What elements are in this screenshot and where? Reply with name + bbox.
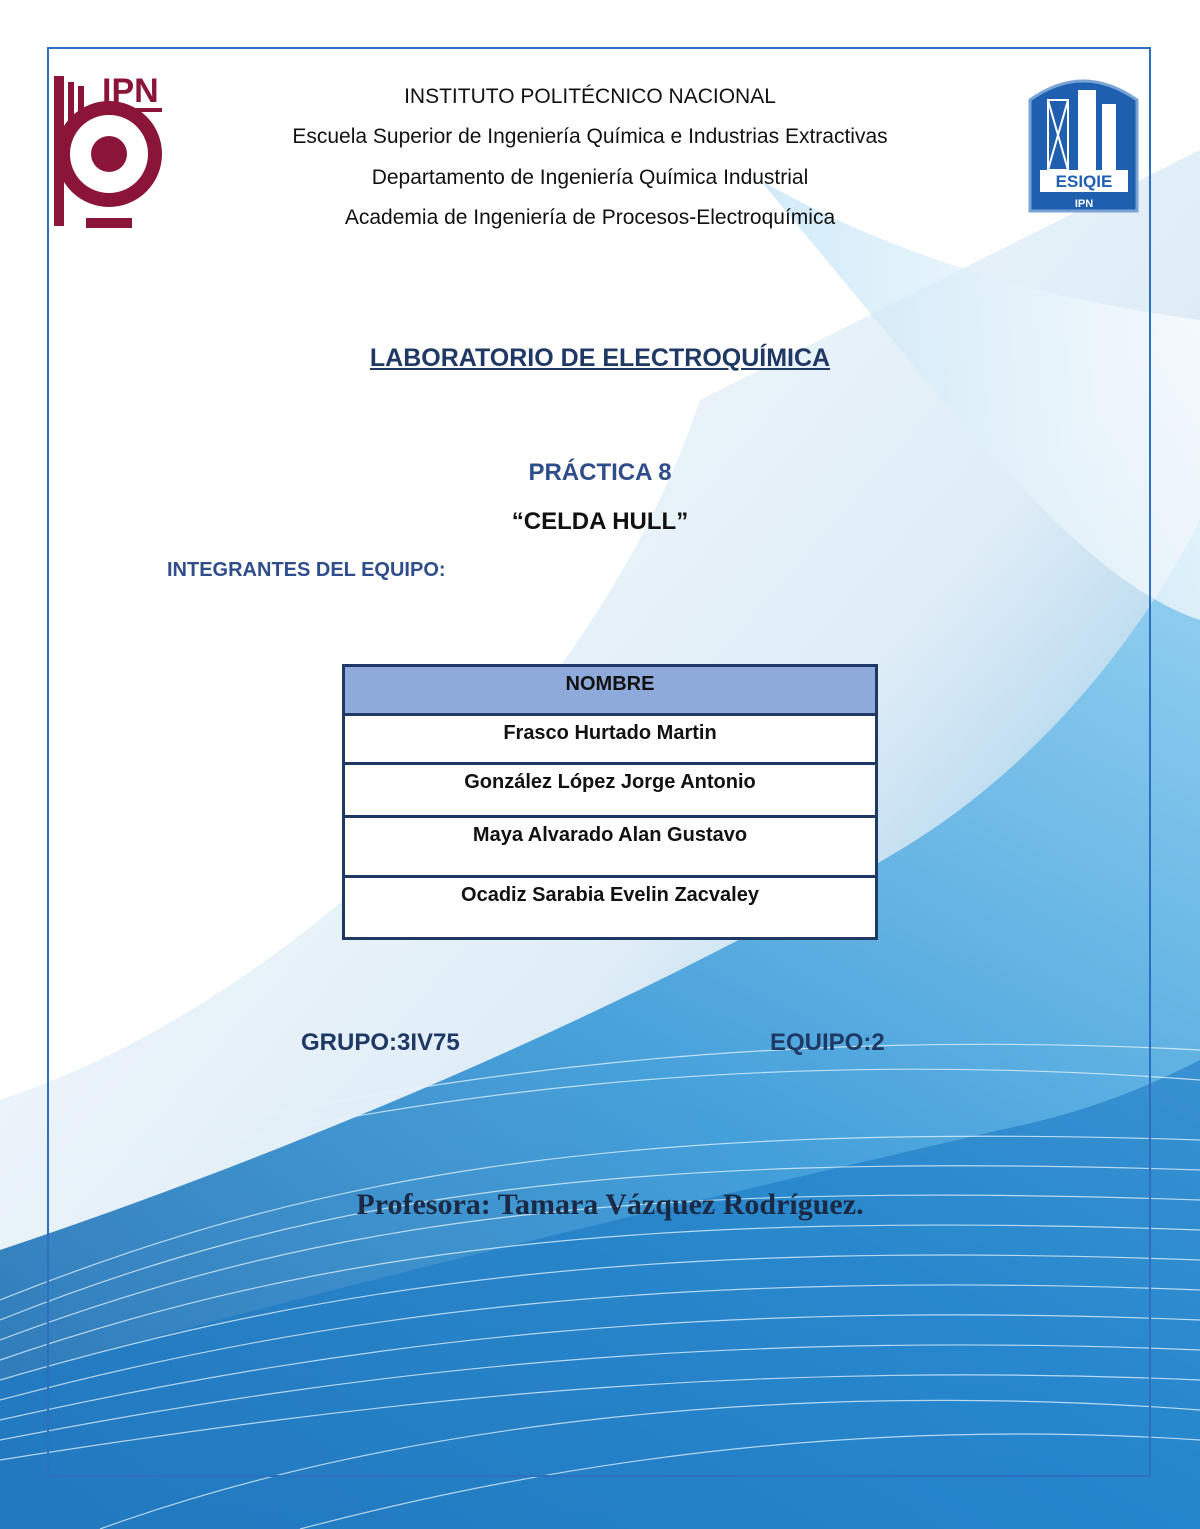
- member-name: González López Jorge Antonio: [344, 764, 877, 817]
- practice-number: PRÁCTICA 8: [528, 459, 672, 486]
- institute-name: INSTITUTO POLITÉCNICO NACIONAL: [404, 85, 776, 108]
- group-label: GRUPO:3IV75: [301, 1029, 460, 1056]
- members-table: [342, 664, 878, 940]
- svg-text:ESIQIE: ESIQIE: [1055, 172, 1113, 191]
- table-header-name: NOMBRE: [344, 666, 877, 715]
- table-header-row: [344, 666, 877, 715]
- professor-name: Profesora: Tamara Vázquez Rodríguez.: [356, 1188, 864, 1221]
- lab-title: LABORATORIO DE ELECTROQUÍMICA: [369, 344, 831, 372]
- member-name: Ocadiz Sarabia Evelin Zacvaley: [344, 877, 877, 939]
- team-members-label: INTEGRANTES DEL EQUIPO:: [167, 559, 446, 581]
- table-row: [344, 764, 877, 817]
- academy-name: Academia de Ingeniería de Procesos-Electroquímica: [344, 206, 836, 229]
- svg-text:IPN: IPN: [102, 72, 159, 110]
- team-number-label: EQUIPO:2: [770, 1029, 885, 1056]
- practice-name: “CELDA HULL”: [511, 508, 689, 535]
- table-row: [344, 877, 877, 939]
- school-name: Escuela Superior de Ingeniería Química e Industrias Extractivas: [292, 125, 888, 148]
- member-name: Frasco Hurtado Martin: [344, 715, 877, 764]
- svg-text:IPN: IPN: [1074, 198, 1094, 210]
- member-name: Maya Alvarado Alan Gustavo: [344, 817, 877, 877]
- table-row: [344, 817, 877, 877]
- table-row: [344, 715, 877, 764]
- department-name: Departamento de Ingeniería Química Industrial: [371, 166, 809, 189]
